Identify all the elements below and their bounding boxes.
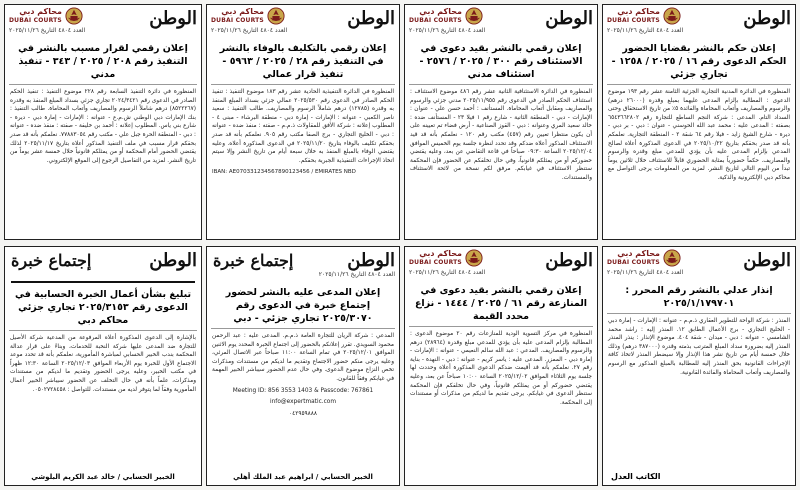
notice-title: إعلان رقمي بالتكليف بالوفاء بالنشر في التنفيذ رقم ٢٨ / ٢٠٢٥ / ٥٩٦٣ - تنفيذ قرار عمالي [211, 37, 395, 85]
court-logo [9, 7, 83, 25]
dubai-crest-icon [465, 7, 483, 25]
notice-card-1 [602, 4, 796, 240]
signature: الخبير الحسابي / ابراهيم عبد الملك أهلي [233, 473, 373, 481]
newspaper-logo: الوطن [149, 250, 197, 271]
notice-body: المنظورة في الدائرة التنفيذية الحادية عشر رقم ١٨٣ موضوع التنفيذ : تنفيذ الحكم الصادر في الدعوى رقم ٢٠٢٥/٥٣٠ عمالي جزئي بسداد المبلغ المنفذ به وقدره (١٢٧٨٥) درهم شاملاً الرسوم والمصاريف. طالب التنفيذ : سعيد ناصر الكعبي - عنوانه : الإمارات - إمارة دبي - منطقة البرشاء - مبنى ٤ - المطلوب إعلانه : شركة الأفق للمقاولات ذ.م.م - صفته : منفذ ضده - عنوانه : دبي - الخليج التجاري - برج الصفا مكتب رقم ٩٠٥. نعلمكم بأنه قد صدر بحقكم تكليف بالوفاء بتاريخ ٢٠٢٥/١١/٢٠ في الدعوى المذكورة أعلاه. وعليه يقتضي الوفاء بالمبلغ المنفذ به خلال سبعة أيام من تاريخ النشر وإلا سيتم اتخاذ الإجراءات التنفيذية الجبرية بحقكم. [212, 89, 395, 164]
dubai-crest-icon [267, 7, 285, 25]
notice-card-2 [404, 4, 598, 240]
issue-meta: العدد ٤٨٠٤ التاريخ ٢٠٢٥/١١/٢٦ [211, 27, 288, 34]
court-name-en: DUBAI COURTS [9, 17, 62, 24]
newspaper-logo: الوطن [545, 250, 593, 271]
court-logo [607, 249, 681, 267]
notice-title: إعلان المدعى عليه بالنشر لحضور إجتماع خبرة في الدعوى رقم ٢٠٢٥/٣٠٧٠ تجاري جزئي - دبي [211, 281, 395, 329]
issue-meta: العدد ٤٨٠٤ التاريخ ٢٠٢٥/١١/٢٦ [607, 27, 684, 34]
notice-body: المنظورة في الدائرة الاستئنافية الثانية عشر رقم ٤٨٦ موضوع الاستئناف : استئناف الحكم الصادر في الدعوى رقم ٢٠٢٥/١١/٩٥٥ مدني جزئي والرسوم والمصاريف ومقابل أتعاب المحاماة. المستأنف : أحمد حسن علي - عنوان : الإمارات - دبي - المنطقة الثانية - شارع رقم ١ فيلا ٢٣ - المستأنف ضده : خالد سعيد المري وعنوانه : دبي - القوز الصناعية - أرض فضاء تم تعيينه على أن يكون منتظرا تعيين رقم (٤٥٧) مكتب رقم ١٢٠ - نعلمكم بأنه قد قيد الاستئناف المذكور أعلاه ضدكم وقد تحدد لنظره جلسة يوم الخميس الموافق ٢٠٢٥/١٢/٠٤ الساعة ٠٩:٣٠ صباحاً في قاعة التقاضي عن بعد، وعليه يقتضي حضوركم أو من يمثلكم قانونياً، وفي حال تخلفكم عن الحضور فإن المحكمة ستنظر الاستئناف في غيابكم. مرفق لكم نسخة من لائحة الاستئناف والمستندات. [410, 89, 593, 181]
expert-meeting-heading: إجتماع خبرة [11, 251, 92, 270]
newspaper-logo: الوطن [347, 250, 395, 271]
issue-meta: العدد ٤٨٠٤ التاريخ ٢٠٢٥/١١/٢٦ [607, 269, 684, 276]
court-name-ar: محاكم دبي [419, 7, 462, 16]
court-name-ar: محاكم دبي [221, 7, 264, 16]
meeting-details: Meeting ID: 856 3553 1403 & Passcode: 767861 [232, 387, 374, 394]
court-logo [607, 7, 681, 25]
court-logo [211, 7, 285, 25]
court-logo [409, 7, 483, 25]
notice-card-3 [206, 4, 400, 240]
notice-title: إعلان حكم بالنشر بقضايا الحضور الحكم الدعوى رقم ١٦ / ٢٠٢٥ / ١٢٥٨ - تجاري جزئي [607, 37, 791, 85]
contact-phone: ٠٤٢٩٥٩٨٨٨ [288, 410, 318, 417]
court-name-ar: محاكم دبي [419, 249, 462, 258]
notice-title: تبليغ بشأن أعمال الخبرة الحسابية في الدعوى رقم ٢٠٢٥/٣١٥٣ تجاري جزئي محاكم دبي [9, 283, 197, 331]
court-name-ar: محاكم دبي [19, 7, 62, 16]
court-name-en: DUBAI COURTS [607, 17, 660, 24]
expert-meeting-heading: إجتماع خبرة [213, 251, 294, 270]
newspaper-logo: الوطن [149, 8, 197, 29]
notice-body: بالإشارة إلى الدعوى المذكورة أعلاه المرفوعة من المدعية شركة الأصيل للتجارة ضد المدعى عليها شركة النخبة للخدمات، وبناءً على قرار عدالة المحكمة بندب الخبير الحسابي لمباشرة المأمورية، نعلمكم بأنه قد تحدد موعد الاجتماع الأول للخبرة يوم الأربعاء الموافق ٢٠٢٥/١٢/٠٣ الساعة ١٢:٣٠ ظهراً في مكتب الخبير، وعليه يرجى الحضور وتقديم ما لديكم من مستندات ومذكرات، علماً بأنه في حال التخلف عن الحضور سيباشر الخبير أعمال المأمورية وفقاً لما يتوفر لديه من مستندات. للتواصل : ٠٥٠٢٧٢٨٤٥٨. [10, 335, 196, 393]
notice-body: المنظورة في الدائرة المدنية التجارية الجزئية الثامنة عشر رقم ١٩٣ موضوع الدعوى : المطالبة بإلزام المدعى عليهما بمبلغ وقدره (٢٦٠٠٠ درهم) والرسوم والمصاريف وأتعاب المحاماة والفائدة ٥٪ من تاريخ الاستحقاق وحتى السداد التام. المدعى : شركة النجم الساطع للتجارة رقم ٦٥٤٣٦٦٢٨٠٢ بصفته : المدعى عليه : محمد عبد الله الحوسني - عنوان : دبي - بر دبي - ديرة - شارع الشيخ زايد - فيلا رقم ٦٤ شقة ٢ - المنطقة التجارية. نعلمكم بأنه قد صدر بحقكم بتاريخ ٢٠٢٥/١٠/٢٢ في الدعوى المذكورة أعلاه لصالح المدعي بإلزام المدعى عليه بأن يؤدي للمدعي مبلغ وقدره والرسوم والمصاريف. حكماً حضورياً بمثابة الحضوري قابلاً للاستئناف خلال ثلاثين يوماً تبدأ من اليوم التالي لتاريخ النشر. لمزيد من المعلومات يرجى التواصل مع محاكم دبي الإلكترونية والذكية. [608, 89, 790, 181]
notice-card-8 [4, 246, 202, 486]
issue-meta: العدد ٤٨٠٤ التاريخ ٢٠٢٥/١١/٢٦ [409, 27, 486, 34]
court-name-en: DUBAI COURTS [409, 259, 462, 266]
issue-meta: العدد ٤٨٠٤ التاريخ ٢٠٢٥/١١/٢٦ [409, 269, 486, 276]
notice-title: إعلان رقمي بالنشر بقيد دعوى في الاستئناف رقم ٣٠٠ / ٢٠٢٥ / ٢٥٧٦ - استئناف مدني [409, 37, 593, 85]
court-name-ar: محاكم دبي [617, 249, 660, 258]
notice-title: إنذار عدلي بالنشر رقم المحرر : ٢٠٢٥/١/١٧٩٧٠١ [607, 279, 791, 314]
notice-body: المنذر : شركة الواحة للتطوير العقاري ذ.م.م - عنوانه : الإمارات - إمارة دبي - الخليج التجاري - برج الأعمال الطابق ١٢. المنذر إليه : راشد محمد الشامسي - عنوانه : دبي - ميدان - شقة ٤٠٤. موضوع الإنذار : ينذر المنذر المنذر إليه بضرورة سداد المبلغ المترتب بذمته وقدره (٣٨٧٠٠٠ درهم) وذلك خلال خمسة أيام من تاريخ نشر هذا الإنذار وإلا سيضطر المنذر لاتخاذ كافة الإجراءات القانونية بحق المنذر إليه للمطالبة بالمبلغ المذكور مع الرسوم والمصاريف وأتعاب المحاماة والفائدة القانونية. [608, 318, 791, 376]
issue-meta: العدد ٤٨٠٤ التاريخ ٢٠٢٥/١١/٢٦ [318, 271, 395, 278]
newspaper-logo: الوطن [743, 8, 791, 29]
newspaper-logo: الوطن [347, 8, 395, 29]
newspaper-logo: الوطن [545, 8, 593, 29]
notice-card-4 [4, 4, 202, 240]
court-name-ar: محاكم دبي [617, 7, 660, 16]
notice-body: المنظورة في دائرة التنفيذ السابعة رقم ٢٢٨ موضوع التنفيذ : تنفيذ الحكم الصادر في الدعوى رقم ٢٠٢٤/٣٤٢١ تجاري جزئي بسداد المبلغ المنفذ به وقدره (٨٥٢٢٢٦٧) درهم شاملاً الرسوم والمصاريف وأتعاب المحاماة. طالب التنفيذ : بنك الإمارات دبي الوطني ش.م.ع - عنوانه : الإمارات - إمارة دبي - ديرة - شارع بني ياس. المطلوب إعلانه : أحمد بن خليفة - صفته : منفذ ضده - عنوانه : دبي - المنطقة الحرة جبل علي - مكتب رقم ٧٧٨٨٣٠٥٤. نعلمكم بأنه قد صدر بحقكم قرار مسبب في ملف التنفيذ المذكور أعلاه بتاريخ ٢٠٢٥/١١/١٧ لذلك يقتضي الحضور أمام المحكمة أو من يمثلكم قانونياً خلال خمسة عشر يوماً من تاريخ النشر. لمزيد من التفاصيل الرجوع إلى الموقع الإلكتروني. [10, 89, 196, 164]
card-header [207, 247, 399, 281]
signature: الخبير الحسابي / خالد عبد الكريم البلوشي [31, 473, 175, 481]
notice-body: المنظورة في مركز التسوية الودية للمنازعات رقم ٢٠ موضوع الدعوى : المطالبة بإلزام المدعى عليه بأن يؤدي للمدعي مبلغ وقدره (٢٨٩٦٤) درهم والرسوم والمصاريف. المدعي : عبد الله سالم النعيمي - عنوانه : الإمارات - إمارة دبي - الممزر. المدعى عليه : ياسر كريم - عنوانه : دبي - النهدة - بناية رقم ٢٧. نعلمكم بأنه قد أقيمت ضدكم الدعوى المذكورة أعلاه وحددت لها جلسة يوم الثلاثاء الموافق ٢٠٢٥/١٢/٠٢ الساعة ١٠:٠٠ صباحاً عن بعد، وعليه يقتضي حضوركم أو من يمثلكم قانونياً، وفي حال تخلفكم فإن المحكمة ستنظر الدعوى في غيابكم. يرجى تقديم ما لديكم من مذكرات أو مستندات إلى المحكمة. [410, 331, 593, 406]
card-header [5, 247, 201, 281]
notices-grid [4, 4, 796, 486]
dubai-crest-icon [663, 249, 681, 267]
notice-card-7 [206, 246, 400, 486]
notice-card-6 [404, 246, 598, 486]
court-logo [409, 249, 483, 267]
notice-title: إعلان رقمي لقرار مسبب بالنشر في التنفيذ رقم ٢٠٨ / ٢٠٢٥ / ٣٤٣ - تنفيذ مدني [9, 37, 197, 85]
newspaper-logo: الوطن [743, 250, 791, 271]
court-name-en: DUBAI COURTS [211, 17, 264, 24]
issue-meta: العدد ٤٨٠٤ التاريخ ٢٠٢٥/١١/٢٦ [9, 27, 86, 34]
signature: الكاتب العدل [611, 472, 661, 481]
court-name-en: DUBAI COURTS [607, 259, 660, 266]
dubai-crest-icon [65, 7, 83, 25]
notice-card-5 [602, 246, 796, 486]
dubai-crest-icon [663, 7, 681, 25]
dubai-crest-icon [465, 249, 483, 267]
notice-title: إعلان رقمي بالنشر بقيد دعوى في المنازعة رقم ٦١ / ٢٠٢٥ / ١٤٤٤ - نزاع محدد القيمة [409, 279, 593, 327]
contact-email[interactable]: info@expertmatic.com [270, 399, 336, 406]
court-name-en: DUBAI COURTS [409, 17, 462, 24]
notice-body: المدعي : شركة الريان للتجارة العامة ذ.م.م. المدعى عليه : عبد الرحمن محمود السويدي. تقرر إعلانكم بالحضور إلى اجتماع الخبرة المحدد يوم الاثنين الموافق ٢٠٢٥/١٢/٠١ في تمام الساعة ١١:٠٠ صباحاً عبر الاتصال المرئي، وعليه يرجى منكم حضور الاجتماع وتقديم ما لديكم من مستندات ومذكرات تخص النزاع موضوع الدعوى. وفي حال عدم الحضور سيباشر الخبير المهمة في غيابكم وفقاً للقانون. [212, 333, 394, 382]
bank-details: IBAN: AE070331234567890123456 / EMIRATES NBD [212, 169, 356, 176]
